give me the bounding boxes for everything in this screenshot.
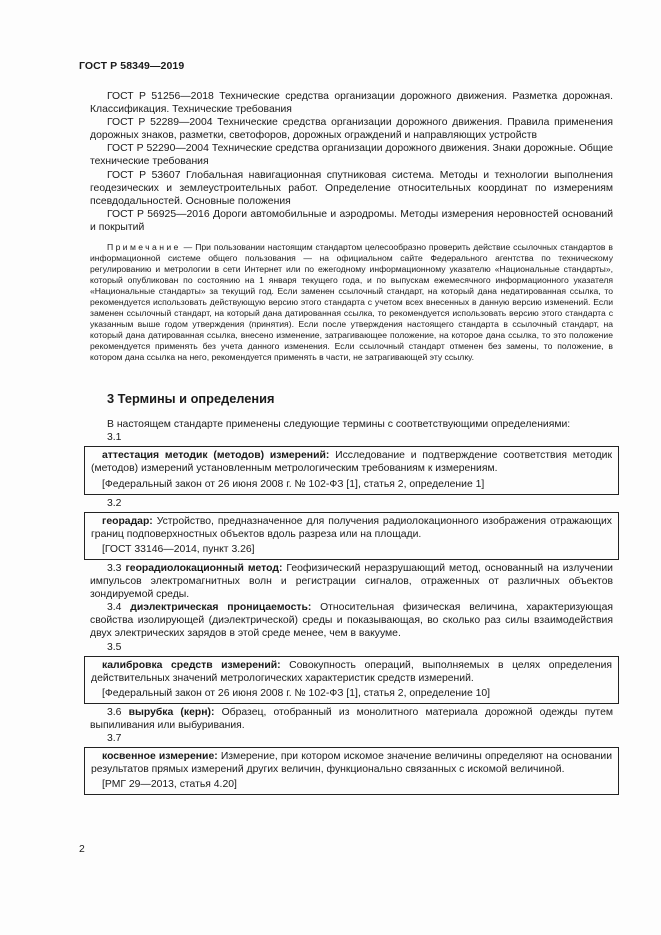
reference-item: ГОСТ Р 53607 Глобальная навигационная спутниковая система. Методы и технологии выполнения геодезических и землеустроительных работ. Определение относительных координат по измерениям псевдодальностей. Основные положения — [90, 169, 613, 207]
term-source: [ГОСТ 33146—2014, пункт 3.26] — [102, 543, 255, 555]
term-box — [84, 747, 619, 795]
term-definition — [91, 515, 612, 541]
term-name: вырубка (керн): — [128, 706, 215, 718]
term-text: Относительная физическая величина, характеризующая свойства изолирующей (диэлектрической) среды и показывающая, во сколько раз силы взаимодействия двух электрических зарядов в этой среде менее, чем в вакууме. — [90, 602, 613, 640]
term-number: 3.5 — [107, 641, 122, 653]
note-paragraph — [90, 242, 613, 363]
term-definition — [90, 562, 613, 601]
page-number: 2 — [79, 844, 85, 855]
term-name: калибровка средств измерений: — [102, 659, 281, 671]
term-definition — [90, 706, 613, 732]
term-text: Образец, отобранный из монолитного материала дорожной одежды путем выпиливания или выбуривания. — [90, 706, 613, 731]
term-definition — [91, 659, 612, 685]
reference-item: ГОСТ Р 51256—2018 Технические средства организации дорожного движения. Разметка дорожная. Классификация. Технические требования — [90, 91, 613, 116]
document-header: ГОСТ Р 58349—2019 — [79, 60, 185, 72]
reference-item: ГОСТ Р 52289—2004 Технические средства организации дорожного движения. Правила применения дорожных знаков, разметки, светофоров, дорожных ограждений и направляющих устройств — [90, 117, 613, 142]
term-number: 3.7 — [107, 733, 122, 745]
term-number: 3.6 — [107, 706, 129, 718]
section-heading: 3 Термины и определения — [107, 391, 275, 407]
term-number: 3.3 — [107, 562, 126, 574]
term-source: [Федеральный закон от 26 июня 2008 г. № 102-ФЗ [1], статья 2, определение 10] — [102, 687, 491, 699]
term-name: георадар: — [102, 515, 153, 527]
term-number: 3.1 — [107, 432, 122, 444]
term-number: 3.4 — [107, 602, 131, 614]
term-box — [84, 446, 619, 494]
term-source: [Федеральный закон от 26 июня 2008 г. № 102-ФЗ [1], статья 2, определение 1] — [102, 478, 485, 490]
term-text: Измерение, при котором искомое значение величины определяют на основании результатов прямых измерений других величин, функционально связанных с искомой величиной. — [91, 751, 612, 776]
term-name: косвенное измерение: — [102, 751, 218, 763]
term-number: 3.2 — [107, 497, 122, 509]
term-text: Устройство, предназначенное для получения радиолокационного изображения отражающих границ подповерхностных объектов вдоль разреза или на площади. — [91, 515, 612, 540]
term-definition — [91, 449, 612, 475]
term-definition — [90, 601, 613, 640]
document-body — [90, 90, 613, 797]
term-box — [84, 656, 619, 704]
reference-item: ГОСТ Р 52290—2004 Технические средства организации дорожного движения. Знаки дорожные. Общие технические требования — [90, 143, 613, 168]
term-definition — [91, 750, 612, 776]
term-name: георадиолокационный метод: — [125, 562, 283, 574]
term-name: аттестация методик (методов) измерений: — [102, 450, 330, 462]
note-text: — При пользовании настоящим стандартом целесообразно проверить действие ссылочных стандартов в информационной системе общего пользования — на официальном сайте Федерального агентства по техническому регулированию и метрологии в сети Интернет или по ежегодному информационному указателю «Национальные стандарты», который опубликован по состоянию на 1 января текущего года, и по выпускам ежемесячного информационного указателя «Национальные стандарты» за текущий год. Если заменен ссылочный стандарт, на который дана недатированная ссылка, то рекомендуется использовать действующую версию этого стандарта с учетом всех внесенных в данную версию изменений. Если заменен ссылочный стандарт, на который дана датированная ссылка, то рекомендуется использовать версию этого стандарта с указанным выше годом утверждения (принятия). Если после утверждения настоящего стандарта в ссылочный стандарт, на который дана датированная ссылка, внесено изменение, затрагивающее положение, на которое дана ссылка, то это положение рекомендуется применять без учета данного изменения. Если ссылочный стандарт отменен без замены, то положение, в котором дана ссылка на него, рекомендуется применять в части, не затрагивающей эту ссылку. — [90, 242, 613, 363]
term-text: Геофизический неразрушающий метод, основанный на излучении импульсов электромагнитных волн и регистрации сигналов, отраженных от различных объектов зондируемой среды. — [90, 562, 613, 601]
reference-item: ГОСТ Р 56925—2016 Дороги автомобильные и аэродромы. Методы измерения неровностей оснований и покрытий — [90, 208, 613, 233]
term-source: [РМГ 29—2013, статья 4.20] — [102, 779, 237, 791]
term-text: Исследование и подтверждение соответствия методик (методов) измерений установленным метрологическим требованиям к измерениям. — [91, 450, 612, 475]
term-text: Совокупность операций, выполняемых в целях определения действительных значений метрологических характеристик средств измерений. — [91, 659, 613, 684]
term-name: диэлектрическая проницаемость: — [130, 602, 312, 614]
section-intro: В настоящем стандарте применены следующие термины с соответствующими определениями: — [107, 419, 571, 431]
term-box — [84, 512, 619, 560]
note-label: Примечание — [107, 242, 181, 253]
